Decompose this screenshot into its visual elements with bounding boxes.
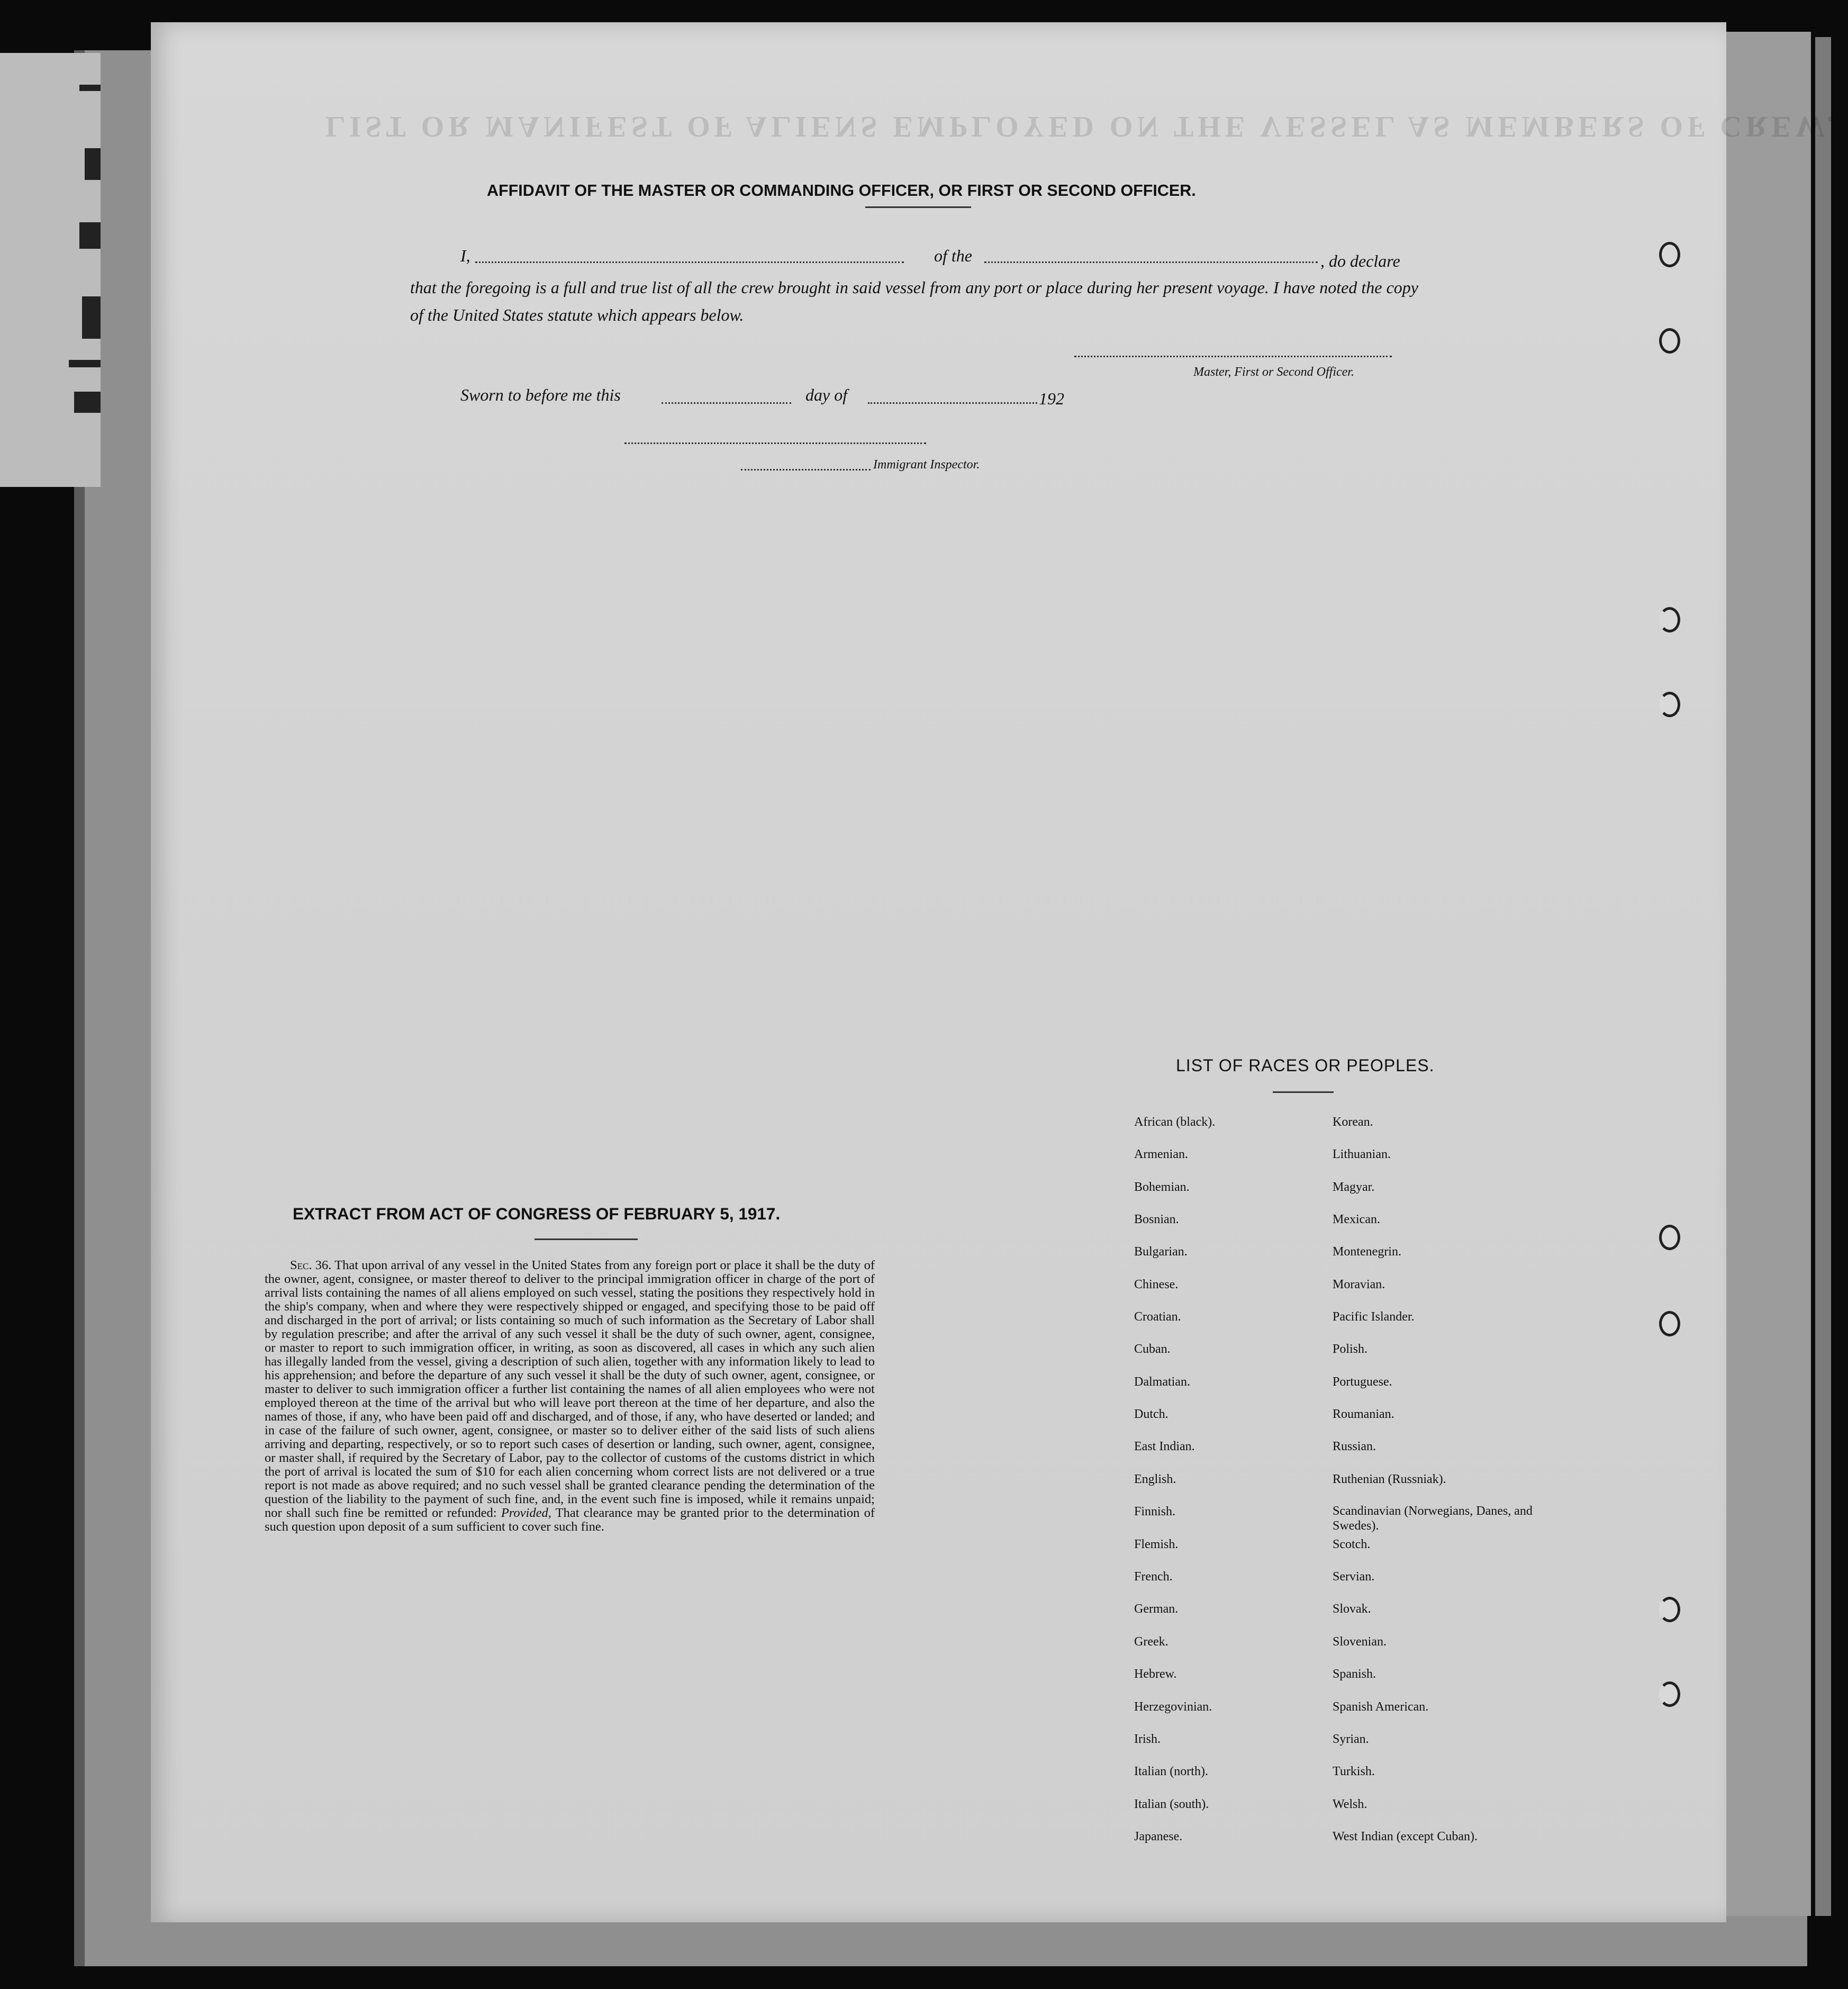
race-item: Finnish. bbox=[1134, 1505, 1176, 1518]
sworn-month-field[interactable] bbox=[868, 402, 1037, 404]
officer-signature-label: Master, First or Second Officer. bbox=[1193, 365, 1354, 379]
race-item: Bosnian. bbox=[1134, 1213, 1179, 1226]
race-item: French. bbox=[1134, 1570, 1173, 1584]
race-item: Dutch. bbox=[1134, 1407, 1168, 1421]
race-item: Dalmatian. bbox=[1134, 1375, 1190, 1389]
race-item: Magyar. bbox=[1333, 1180, 1375, 1194]
left-edge-strip bbox=[0, 53, 101, 487]
right-edge-strip bbox=[1726, 32, 1811, 1916]
punch-hole bbox=[1659, 1597, 1680, 1622]
declaration-text: that the foregoing is a full and true list of all the crew brought in said vessel from any port or place during her present voyage. I have noted the copy of the United States statute which appears below. bbox=[410, 278, 1418, 324]
race-item: Lithuanian. bbox=[1333, 1147, 1391, 1161]
race-item: Spanish American. bbox=[1333, 1700, 1429, 1714]
act-section-36-text bbox=[265, 1259, 875, 1534]
race-item: Turkish. bbox=[1333, 1765, 1375, 1778]
race-item: Croatian. bbox=[1134, 1310, 1181, 1324]
officer-signature-field[interactable] bbox=[1074, 356, 1392, 357]
race-item: Scotch. bbox=[1333, 1538, 1371, 1551]
section-label: Sec. 36. bbox=[290, 1258, 332, 1272]
race-item: Ruthenian (Russniak). bbox=[1333, 1472, 1446, 1486]
race-item: Slovenian. bbox=[1333, 1635, 1387, 1649]
sworn-day-field[interactable] bbox=[662, 402, 791, 404]
race-item: Italian (south). bbox=[1134, 1797, 1209, 1811]
race-item: Italian (north). bbox=[1134, 1765, 1208, 1778]
inspector-label: Immigrant Inspector. bbox=[873, 458, 980, 472]
inspector-signature-field[interactable] bbox=[624, 442, 926, 444]
race-item: Scandinavian (Norwegians, Danes, and Swedes). bbox=[1333, 1504, 1533, 1533]
vessel-name-field[interactable] bbox=[984, 261, 1318, 263]
do-declare-label: , do declare bbox=[1320, 251, 1400, 270]
act-text-end: That clearance may be granted prior to the determination of such question upon deposit of a sum sufficient to cover such fine. bbox=[265, 1506, 875, 1534]
punch-hole bbox=[1659, 1681, 1680, 1707]
bleed-through-text: LIST OR MANIFEST OF ALIENS EMPLOYED ON THE VESSEL AS MEMBERS OF CREW. bbox=[325, 110, 1838, 143]
of-the-label: of the bbox=[934, 246, 972, 265]
race-item: East Indian. bbox=[1134, 1440, 1195, 1453]
race-item: Slovak. bbox=[1333, 1602, 1371, 1616]
punch-hole bbox=[1659, 328, 1680, 354]
race-item: Montenegrin. bbox=[1333, 1245, 1401, 1259]
race-item: Armenian. bbox=[1134, 1147, 1188, 1161]
races-heading-rule bbox=[1273, 1091, 1334, 1093]
race-item: Syrian. bbox=[1333, 1732, 1369, 1746]
race-item: Bulgarian. bbox=[1134, 1245, 1188, 1259]
race-item: Chinese. bbox=[1134, 1278, 1179, 1291]
race-item: Hebrew. bbox=[1134, 1667, 1177, 1681]
day-of-label: day of bbox=[805, 385, 848, 404]
right-edge-strip-dark bbox=[1815, 37, 1831, 1916]
race-item: Spanish. bbox=[1333, 1667, 1376, 1681]
punch-hole bbox=[1659, 242, 1680, 267]
race-item: Mexican. bbox=[1333, 1213, 1380, 1226]
race-item: Flemish. bbox=[1134, 1538, 1179, 1551]
inspector-field-lower[interactable] bbox=[741, 469, 871, 471]
year-label: 192 bbox=[1039, 389, 1064, 408]
race-item: Roumanian. bbox=[1333, 1407, 1394, 1421]
race-item: Pacific Islander. bbox=[1333, 1310, 1415, 1324]
race-item: Herzegovinian. bbox=[1134, 1700, 1212, 1714]
race-item: Russian. bbox=[1333, 1440, 1376, 1453]
extract-heading: EXTRACT FROM ACT OF CONGRESS OF FEBRUARY 5, 1917. bbox=[293, 1204, 781, 1223]
act-text-main: That upon arrival of any vessel in the United States from any foreign port or place it shall be the duty of the owner, agent, consignee, or master thereof to deliver to the principal immigration officer in charge of the port of arrival lists containing the names of all aliens employed on such vessel, stating the positions they respectively hold in the ship's company, when and where they were respectively shipped or engaged, and specifying those to be paid off and discharged in the port of arrival; or lists containing so much of such information as the Secretary of Labor shall by regulation prescribe; and after the arrival of any such vessel it shall be the duty of such owner, agent, consignee, or master to report to such immigration officer, in writing, as soon as discovered, all cases in which any such alien has illegally landed from the vessel, giving a description of such alien, together with any information likely to lead to his apprehension; and before the departure of any such vessel it shall be the duty of such owner, agent, consignee, or master to deliver to such immigration officer a further list containing the names of all alien employees who were not employed thereon at the time of the arrival but who will leave port thereon at the time of her departure, and also the names of those, if any, who have been paid off and discharged, and of those, if any, who have deserted or landed; and in case of the failure of such owner, agent, consignee, or master so to deliver either of the said lists of such aliens arriving and departing, respectively, or so to report such cases of desertion or landing, such owner, agent, consignee, or master shall, if required by the Secretary of Labor, pay to the collector of customs of the customs district in which the port of arrival is located the sum of $10 for each alien concerning whom correct lists are not delivered or a true report is not made as above required; and no such vessel shall be granted clearance pending the determination of the question of the liability to the payment of such fine, and, in the event such fine is imposed, while it remains unpaid; nor shall such fine be remitted or refunded: bbox=[265, 1258, 875, 1520]
sworn-label: Sworn to before me this bbox=[460, 385, 621, 404]
race-item: Bohemian. bbox=[1134, 1180, 1190, 1194]
race-item: German. bbox=[1134, 1602, 1179, 1616]
race-item: African (black). bbox=[1134, 1115, 1216, 1129]
master-name-field[interactable] bbox=[475, 261, 904, 263]
race-item: Irish. bbox=[1134, 1732, 1161, 1746]
race-item: Moravian. bbox=[1333, 1278, 1385, 1291]
race-item: Greek. bbox=[1134, 1635, 1168, 1649]
i-label: I, bbox=[460, 246, 470, 265]
race-item: English. bbox=[1134, 1472, 1176, 1486]
punch-hole bbox=[1659, 607, 1680, 632]
extract-heading-rule bbox=[535, 1238, 638, 1240]
race-item: Japanese. bbox=[1134, 1830, 1183, 1843]
race-item: Korean. bbox=[1333, 1115, 1373, 1129]
punch-hole bbox=[1659, 692, 1680, 717]
affidavit-heading: AFFIDAVIT OF THE MASTER OR COMMANDING OFFICER, OR FIRST OR SECOND OFFICER. bbox=[487, 182, 1196, 200]
race-item: Polish. bbox=[1333, 1342, 1368, 1356]
races-heading: LIST OF RACES OR PEOPLES. bbox=[1176, 1056, 1435, 1075]
punch-hole bbox=[1659, 1225, 1680, 1250]
race-item: Portuguese. bbox=[1333, 1375, 1392, 1389]
race-item: Cuban. bbox=[1134, 1342, 1171, 1356]
race-item: Servian. bbox=[1333, 1570, 1375, 1584]
race-item: West Indian (except Cuban). bbox=[1333, 1830, 1478, 1843]
provided-label: Provided, bbox=[501, 1506, 551, 1520]
punch-hole bbox=[1659, 1311, 1680, 1336]
affidavit-heading-rule bbox=[865, 206, 971, 208]
race-item: Welsh. bbox=[1333, 1797, 1367, 1811]
